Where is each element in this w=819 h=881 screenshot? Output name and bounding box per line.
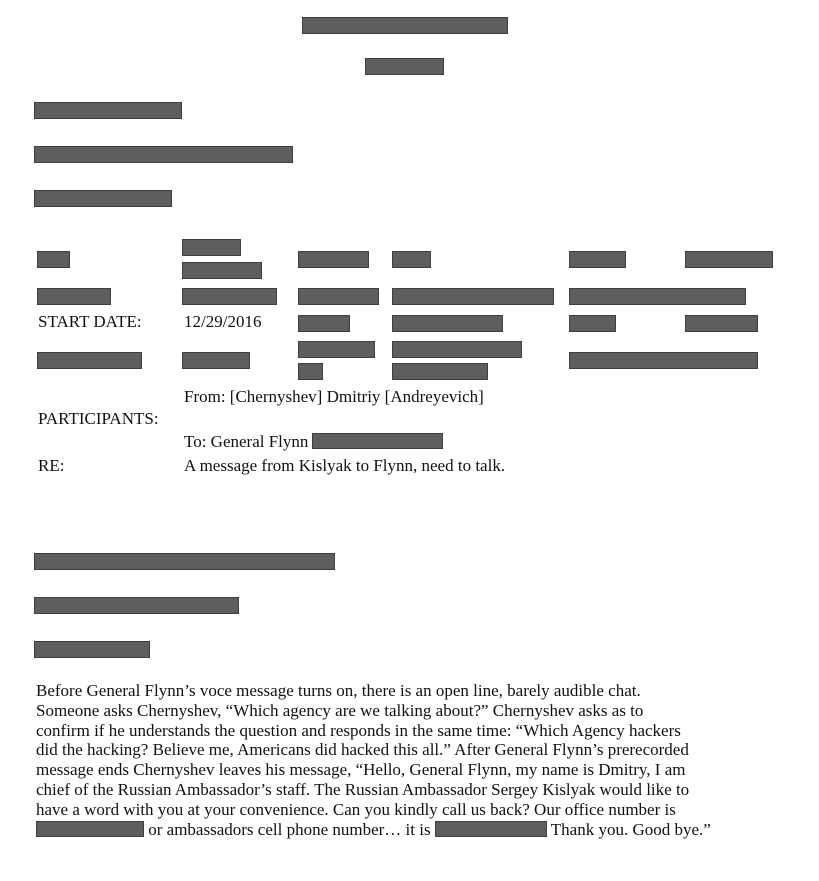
redacted-cell xyxy=(37,352,142,369)
redacted-inline xyxy=(36,821,144,837)
redacted-cell xyxy=(298,341,375,358)
redacted-cell xyxy=(298,363,323,380)
redacted-line-1 xyxy=(34,102,182,119)
redacted-inline xyxy=(312,433,443,449)
redacted-line-6 xyxy=(34,641,150,658)
redacted-cell xyxy=(569,352,758,369)
body-last-part1: or ambassadors cell phone number… it is xyxy=(148,819,431,839)
redacted-cell xyxy=(298,315,350,332)
redacted-line-5 xyxy=(34,597,239,614)
redacted-cell xyxy=(37,288,111,305)
start-date-value: 12/29/2016 xyxy=(184,312,262,331)
redacted-cell xyxy=(392,251,431,268)
redacted-cell xyxy=(392,341,522,358)
body-line: confirm if he understands the question and responds in the same time: “Which Agency hackers xyxy=(36,720,681,740)
redacted-cell xyxy=(392,363,488,380)
participants-label: PARTICIPANTS: xyxy=(38,409,159,428)
redacted-inline xyxy=(435,821,547,837)
body-line: Someone asks Chernyshev, “Which agency are we talking about?” Chernyshev asks as to xyxy=(36,700,644,720)
body-last-part2: Thank you. Good bye.” xyxy=(550,819,711,839)
redacted-cell xyxy=(392,315,503,332)
redacted-cell xyxy=(298,251,369,268)
redacted-subtitle xyxy=(365,58,444,75)
message-body xyxy=(36,681,806,839)
redacted-cell xyxy=(569,251,626,268)
redacted-cell xyxy=(182,288,277,305)
from-line: From: [Chernyshev] Dmitriy [Andreyevich] xyxy=(184,387,484,406)
re-label: RE: xyxy=(38,456,65,475)
redacted-cell xyxy=(392,288,554,305)
redacted-line-4 xyxy=(34,553,335,570)
body-line: Before General Flynn’s voce message turns on, there is an open line, barely audible chat. xyxy=(36,681,641,700)
redacted-cell xyxy=(569,288,746,305)
redacted-cell xyxy=(569,315,616,332)
redacted-line-2 xyxy=(34,146,293,163)
to-line xyxy=(184,432,443,452)
body-line: chief of the Russian Ambassador’s staff. The Russian Ambassador Sergey Kislyak would like to xyxy=(36,779,690,799)
redacted-cell xyxy=(182,239,241,256)
to-line-text: To: General Flynn xyxy=(184,432,309,451)
body-line: message ends Chernyshev leaves his message, “Hello, General Flynn, my name is Dmitry, I am xyxy=(36,760,686,780)
body-line: did the hacking? Believe me, Americans did hacked this all.” After General Flynn’s prerecorded xyxy=(36,740,689,760)
redacted-cell xyxy=(182,352,250,369)
redacted-cell xyxy=(298,288,379,305)
redacted-cell xyxy=(685,315,758,332)
redacted-line-3 xyxy=(34,190,172,207)
body-line-last xyxy=(36,820,806,840)
redacted-cell xyxy=(685,251,773,268)
body-line: have a word with you at your convenience. Can you kindly call us back? Our office number is xyxy=(36,799,676,819)
redacted-cell xyxy=(37,251,70,268)
re-value: A message from Kislyak to Flynn, need to talk. xyxy=(184,456,506,475)
start-date-label: START DATE: xyxy=(38,312,142,331)
redacted-cell xyxy=(182,262,262,279)
redacted-title xyxy=(302,17,508,34)
